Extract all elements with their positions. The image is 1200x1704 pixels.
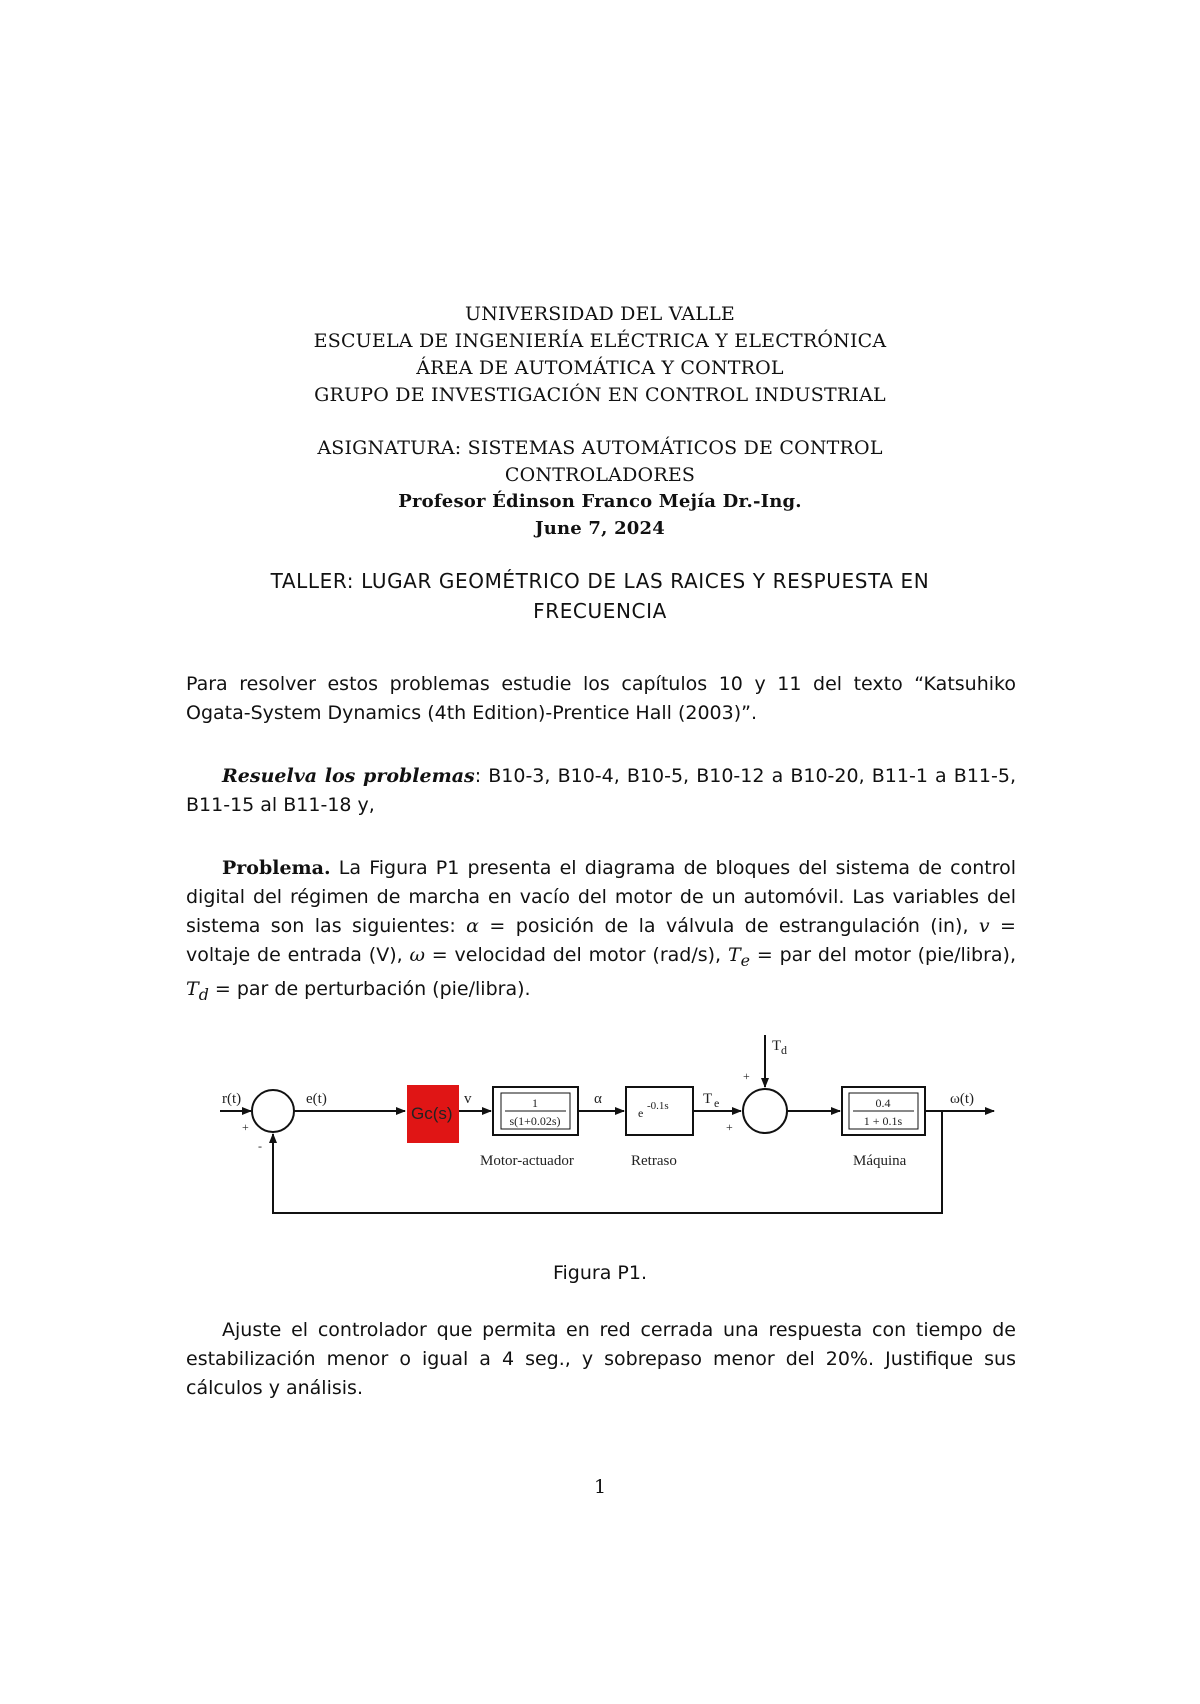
problems-label: Resuelva los problemas [222, 765, 475, 787]
symbol-td-base: T [186, 977, 199, 1000]
workshop-title [190, 566, 1010, 626]
symbol-te [727, 944, 750, 970]
machine-numerator: 0.4 [875, 1096, 891, 1110]
motor-numerator: 1 [532, 1096, 538, 1110]
figure-caption: Figura P1. [552, 1262, 647, 1284]
label-te: T [703, 1091, 713, 1107]
header-area: ÁREA DE AUTOMÁTICA Y CONTROL [416, 357, 784, 379]
problem-text-6: = par de perturbación (pie/libra). [208, 977, 531, 1000]
label-e: e(t) [306, 1091, 327, 1107]
workshop-title-line-2: FRECUENCIA [533, 599, 667, 623]
course-title: ASIGNATURA: SISTEMAS AUTOMÁTICOS DE CONTROL [317, 437, 883, 459]
problems-paragraph [186, 762, 1016, 820]
machine-denominator: 1 + 0.1s [863, 1114, 903, 1128]
summing-junction-1 [252, 1090, 294, 1132]
header-university: UNIVERSIDAD DEL VALLE [464, 303, 735, 325]
adjust-paragraph: Ajuste el controlador que permita en red cerrada una respuesta con tiempo de estabilización menor o igual a 4 seg., y sobrepaso menor del 20%. Justifique sus cálculos y análisis. [186, 1319, 1016, 1399]
motor-actuator-label: Motor-actuador [480, 1153, 574, 1169]
problem-paragraph [186, 854, 1016, 1009]
header-school: ESCUELA DE INGENIERÍA ELÉCTRICA Y ELECTRÓNICA [313, 330, 887, 352]
sign-plus-input: + [242, 1120, 249, 1134]
page-number: 1 [593, 1476, 607, 1498]
professor-name: Profesor Édinson Franco Mejía Dr.-Ing. [398, 491, 802, 512]
label-v: v [464, 1091, 472, 1107]
symbol-alpha: α [466, 915, 480, 937]
label-omega: ω(t) [950, 1091, 975, 1107]
sign-minus-feedback: - [258, 1139, 262, 1153]
label-alpha: α [594, 1091, 602, 1107]
delay-exponent: -0.1s [647, 1100, 669, 1112]
problem-text-2: = posición de la válvula de estrangulación (in), [479, 915, 979, 937]
label-r: r(t) [222, 1091, 242, 1107]
problem-text-3: = voltaje de entrada (V), [186, 915, 1016, 966]
symbol-te-sub: e [740, 950, 750, 970]
document-date: June 7, 2024 [535, 518, 665, 539]
problems-list: : B10-3, B10-4, B10-5, B10-12 a B10-20, B11-1 a B11-5, B11-15 al B11-18 y, [186, 765, 1016, 816]
summing-junction-2 [743, 1089, 787, 1133]
symbol-td-sub: d [198, 984, 209, 1004]
problem-text-5: = par del motor (pie/libra), [750, 944, 1016, 966]
symbol-v: v [978, 915, 990, 937]
intro-paragraph: Para resolver estos problemas estudie los capítulos 10 y 11 del texto “Katsuhiko Ogata-System Dynamics (4th Edition)-Prentice Hall (2003)”. [186, 673, 1016, 724]
symbol-td [186, 977, 209, 1004]
delay-base: e [638, 1106, 644, 1120]
workshop-title-line-1: TALLER: LUGAR GEOMÉTRICO DE LAS RAICES Y RESPUESTA EN [270, 569, 930, 593]
label-te-sub: e [714, 1096, 720, 1110]
symbol-te-base: T [727, 944, 741, 966]
machine-label: Máquina [853, 1153, 907, 1169]
controller-label: Gc(s) [411, 1104, 453, 1123]
label-td-sub: d [781, 1043, 787, 1057]
motor-denominator: s(1+0.02s) [509, 1114, 561, 1128]
problem-text-1: La Figura P1 presenta el diagrama de bloques del sistema de control digital del régimen de marcha en vacío del motor de un automóvil. Las variables del sistema son las siguientes: [186, 857, 1016, 937]
course-topic: CONTROLADORES [504, 464, 696, 486]
sign-plus-top: + [743, 1069, 750, 1083]
problem-text-4: = velocidad del motor (rad/s), [424, 944, 728, 966]
block-diagram [210, 1030, 1010, 1230]
sign-plus-bottom: + [726, 1120, 733, 1134]
symbol-omega: ω [409, 944, 425, 966]
problem-label: Problema. [222, 857, 331, 879]
header-group: GRUPO DE INVESTIGACIÓN EN CONTROL INDUSTRIAL [314, 384, 886, 406]
label-td: T [772, 1038, 782, 1054]
delay-label: Retraso [631, 1153, 677, 1169]
